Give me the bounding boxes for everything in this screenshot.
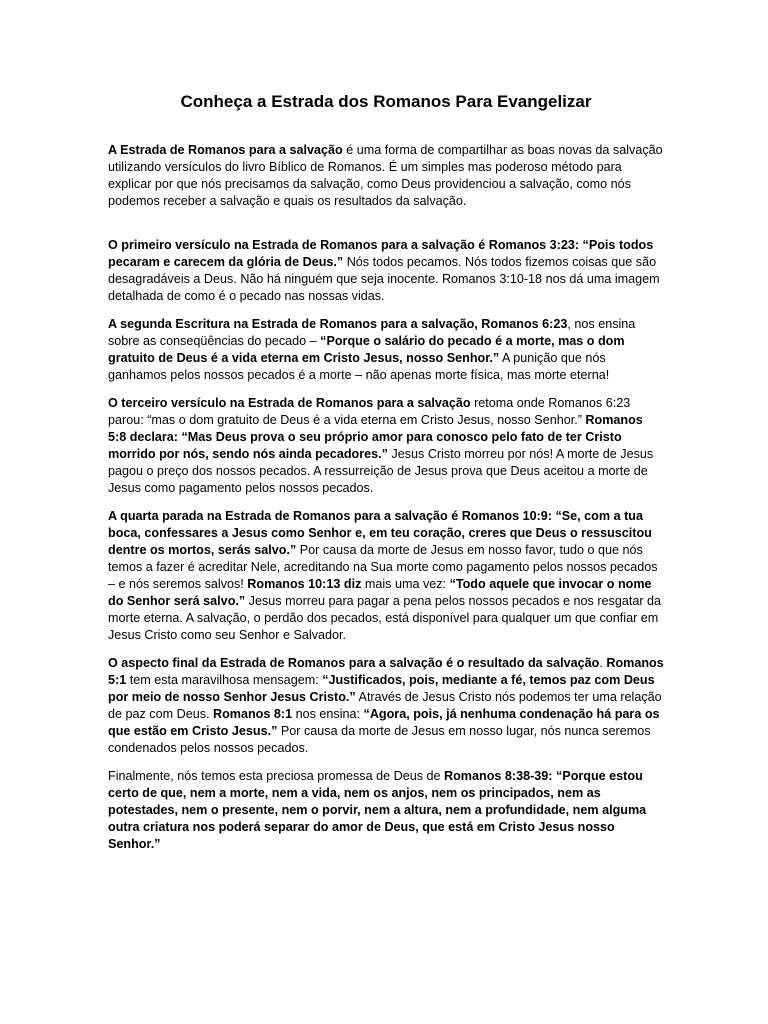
text-run: Nós todos pecamos. Nós todos fizemos coisas que são desagradáveis a Deus. Não há ninguém que seja inocente. Romanos 3:10-18 nos dá uma imagem detalhada de como é o pecado nas nossas vidas. <box>108 255 660 303</box>
text-run: Jesus Cristo morreu por nós! A morte de Jesus pagou o preço dos nossos pecados. A ressurreição de Jesus prova que Deus aceitou a morte de Jesus como pagamento pelos nossos pecados. <box>108 447 654 495</box>
paragraph <box>108 395 664 497</box>
text-run: é uma forma de compartilhar as boas novas da salvação utilizando versículos do livro Bíblico de Romanos. É um simples mas poderoso método para explicar por que nós precisamos da salvação, como Deus providenciou a salvação, como nós podemos receber a salvação e quais os resultados da salvação. <box>108 143 663 208</box>
document-page <box>108 92 664 864</box>
document-body <box>108 142 664 853</box>
text-run: tem esta maravilhosa mensagem: <box>126 673 323 687</box>
bold-text-run: O terceiro versículo na Estrada de Romanos para a salvação <box>108 396 471 410</box>
bold-text-run: A quarta parada na Estrada de Romanos para a salvação é Romanos 10:9: “Se, com a tua boca, confessares a Jesus como Senhor e, em teu coração, creres que Deus o ressuscitou dentre os mortos, serás salvo.” <box>108 509 652 557</box>
bold-text-run: A segunda Escritura na Estrada de Romanos para a salvação, Romanos 6:23 <box>108 317 568 331</box>
paragraph <box>108 655 664 757</box>
bold-text-run: O aspecto final da Estrada de Romanos para a salvação é o resultado da salvação <box>108 656 600 670</box>
bold-text-run: A Estrada de Romanos para a salvação <box>108 143 343 157</box>
bold-text-run: Romanos 5:1 <box>108 656 664 687</box>
text-run: Por causa da morte de Jesus em nosso favor, tudo o que nós temos a fazer é acreditar Nele, acreditando na Sua morte como pagamento pelos nossos pecados – e nós seremos salvos! <box>108 543 658 591</box>
bold-text-run: O primeiro versículo na Estrada de Romanos para a salvação é Romanos 3:23: “Pois todos pecaram e carecem da glória de Deus.” <box>108 238 654 269</box>
paragraph <box>108 508 664 644</box>
bold-text-run: “Porque o salário do pecado é a morte, mas o dom gratuito de Deus é a vida eterna em Cristo Jesus, nosso Senhor.” <box>108 334 625 365</box>
text-run: Finalmente, nós temos esta preciosa promessa de Deus de <box>108 769 445 783</box>
bold-text-run: Romanos 5:8 declara: “Mas Deus prova o seu próprio amor para conosco pelo fato de ter Cristo morrido por nós, sendo nós ainda pecadores.” <box>108 413 643 461</box>
paragraph <box>108 316 664 384</box>
text-run: Por causa da morte de Jesus em nosso lugar, nós nunca seremos condenados pelos nossos pecados. <box>108 724 651 755</box>
text-run: mais uma vez: <box>361 577 450 591</box>
text-run: retoma onde Romanos 6:23 parou: “mas o dom gratuito de Deus é a vida eterna em Cristo Jesus, nosso Senhor.” <box>108 396 631 427</box>
text-run: , nos ensina sobre as conseqüências do pecado – <box>108 317 636 348</box>
paragraph <box>108 237 664 305</box>
text-run: Jesus morreu para pagar a pena pelos nossos pecados e nos resgatar da morte eterna. A salvação, o perdão dos pecados, está disponível para qualquer um que confiar em Jesus Cristo como seu Senhor e Salvador. <box>108 594 662 642</box>
bold-text-run: “Justificados, pois, mediante a fé, temos paz com Deus por meio de nosso Senhor Jesus Cristo.” <box>108 673 655 704</box>
bold-text-run: “Agora, pois, já nenhuma condenação há para os que estão em Cristo Jesus.” <box>108 707 660 738</box>
bold-text-run: Romanos 8:1 <box>213 707 293 721</box>
text-run: nos ensina: <box>292 707 364 721</box>
bold-text-run: Romanos 10:13 diz <box>247 577 362 591</box>
paragraph <box>108 768 664 853</box>
text-run: A punição que nós ganhamos pelos nossos pecados é a morte – não apenas morte física, mas morte eterna! <box>108 351 610 382</box>
paragraph <box>108 142 664 210</box>
text-run: . <box>599 656 607 670</box>
document-title: Conheça a Estrada dos Romanos Para Evangelizar <box>180 92 592 111</box>
bold-text-run: Romanos 8:38-39: “Porque estou certo de que, nem a morte, nem a vida, nem os anjos, nem os principados, nem as potestades, nem o presente, nem o porvir, nem a altura, nem a profundidade, nem alguma outra criatura nos poderá separar do amor de Deus, que está em Cristo Jesus nosso Senhor.” <box>108 769 647 851</box>
text-run: Através de Jesus Cristo nós podemos ter uma relação de paz com Deus. <box>108 690 662 721</box>
bold-text-run: “Todo aquele que invocar o nome do Senhor será salvo.” <box>108 577 652 608</box>
